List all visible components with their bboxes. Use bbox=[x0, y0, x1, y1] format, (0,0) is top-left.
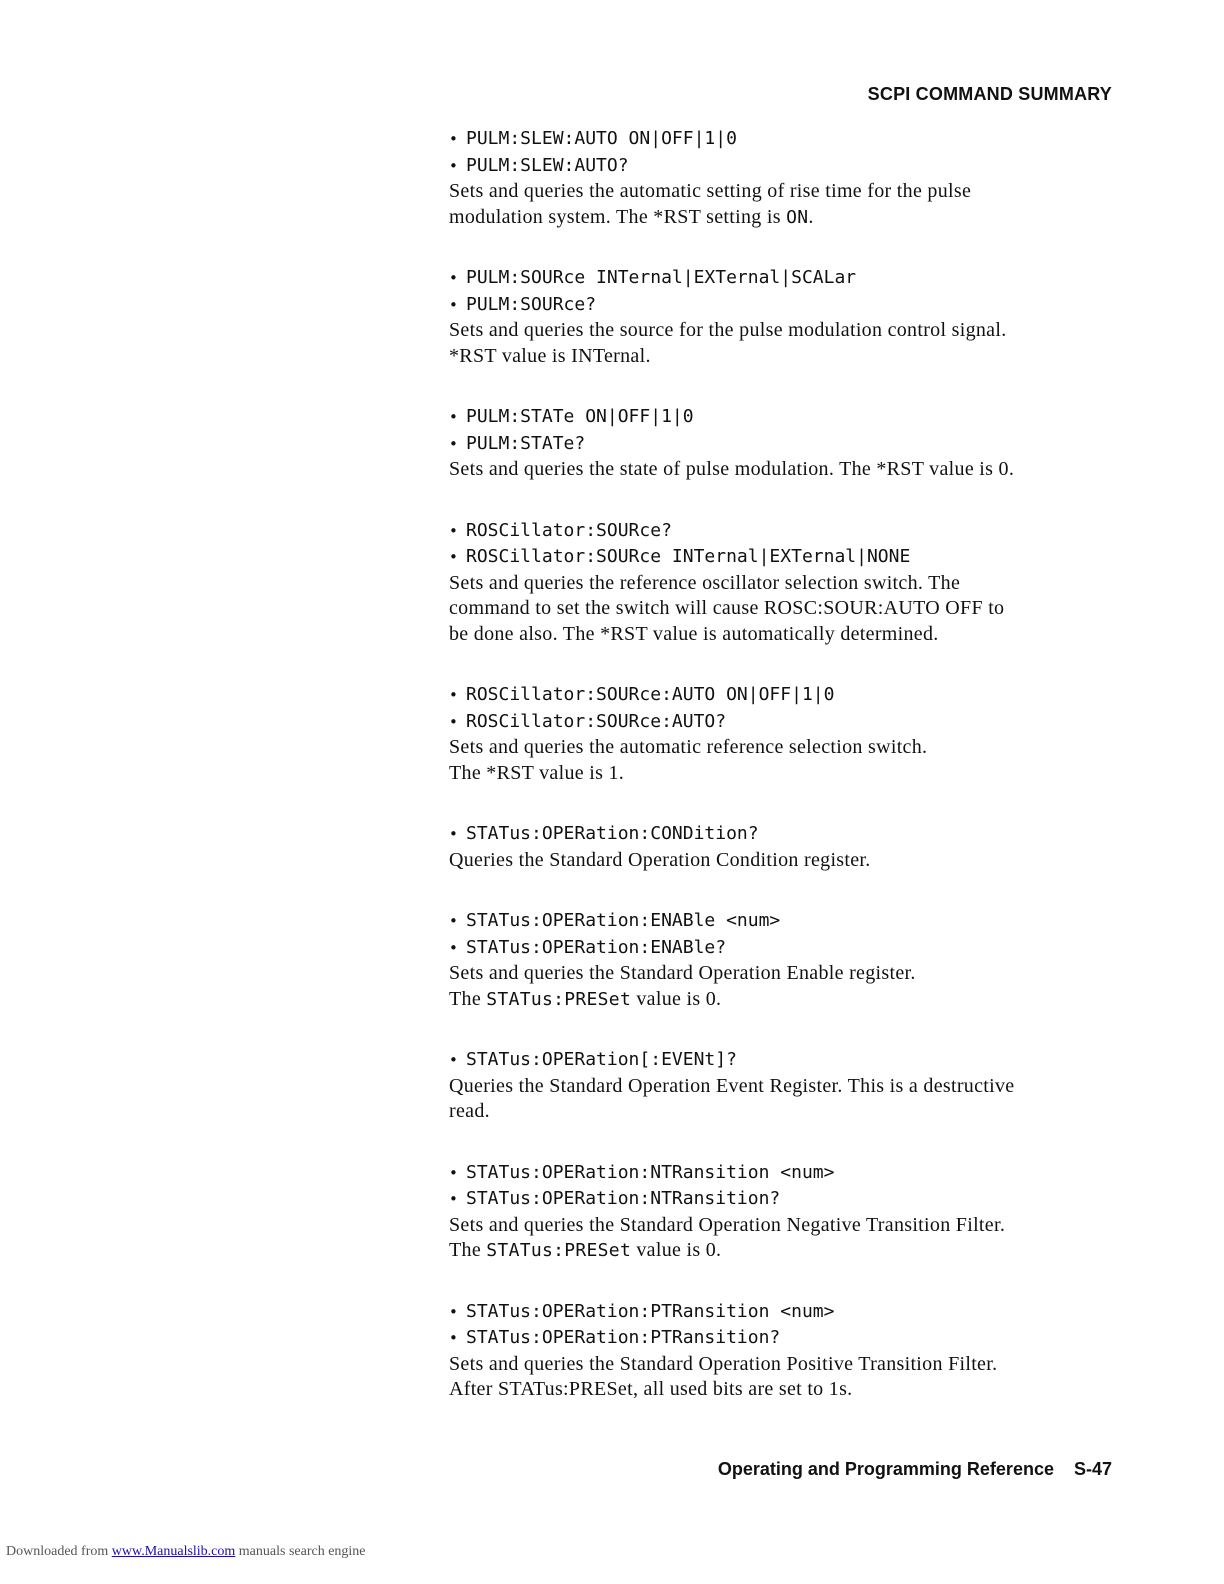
manualslib-link[interactable]: www.Manualslib.com bbox=[111, 1544, 236, 1559]
description-line: read. bbox=[449, 1100, 490, 1122]
command-description bbox=[449, 1074, 1119, 1125]
description-line: Sets and queries the Standard Operation Positive Transition Filter. bbox=[449, 1352, 998, 1375]
bullet-icon: • bbox=[449, 130, 458, 148]
bullet-icon: • bbox=[449, 521, 458, 540]
description-line: Sets and queries the automatic setting of rise time for the pulse bbox=[449, 180, 972, 202]
description-text: modulation system. The *RST setting is bbox=[449, 205, 787, 228]
description-line: command to set the switch will cause ROSC:SOUR:AUTO OFF to bbox=[449, 597, 1005, 619]
command-text: STATus:OPERation:NTRansition? bbox=[466, 1188, 781, 1209]
bullet-icon: • bbox=[449, 408, 458, 426]
command-description bbox=[449, 735, 1119, 786]
description-line: Sets and queries the reference oscillator selection switch. The bbox=[449, 571, 961, 594]
command-text: STATus:OPERation:ENABle <num> bbox=[466, 910, 781, 931]
description-text: value is 0. bbox=[631, 987, 722, 1010]
command-line bbox=[449, 821, 1119, 848]
description-text: value is 0. bbox=[631, 1239, 722, 1261]
command-line bbox=[449, 1325, 1119, 1352]
command-text: ROSCillator:SOURce INTernal|EXTernal|NONE bbox=[466, 546, 911, 567]
description-line: After STATus:PRESet, all used bits are set to 1s. bbox=[449, 1378, 853, 1400]
description-text: The bbox=[449, 1239, 487, 1261]
command-entry-status-oper-enable bbox=[449, 908, 1119, 1012]
command-description bbox=[449, 179, 1119, 230]
description-line: Sets and queries the Standard Operation Enable register. bbox=[449, 962, 916, 984]
description-line: Sets and queries the source for the pulse modulation control signal. bbox=[449, 319, 1007, 341]
description-line: The *RST value is 1. bbox=[449, 761, 625, 784]
command-text: STATus:OPERation:CONDition? bbox=[466, 823, 759, 844]
command-line bbox=[449, 404, 1119, 431]
bullet-icon: • bbox=[449, 548, 458, 566]
command-line bbox=[449, 1160, 1119, 1187]
command-line bbox=[449, 153, 1119, 180]
command-text: ROSCillator:SOURce:AUTO? bbox=[466, 710, 727, 732]
bullet-icon: • bbox=[449, 434, 458, 453]
bullet-icon: • bbox=[449, 1302, 458, 1321]
description-line: Queries the Standard Operation Condition register. bbox=[449, 848, 871, 871]
command-entry-pulm-slew-auto bbox=[449, 126, 1119, 230]
command-description bbox=[449, 1213, 1119, 1264]
inline-code: ON bbox=[786, 206, 809, 228]
command-text: PULM:SLEW:AUTO? bbox=[466, 154, 629, 176]
command-description bbox=[449, 1352, 1119, 1403]
description-line: *RST value is INTernal. bbox=[449, 344, 651, 367]
command-text: PULM:SOURce? bbox=[466, 293, 597, 315]
description-line: Sets and queries the state of pulse modulation. The *RST value is 0. bbox=[449, 458, 1015, 480]
command-line bbox=[449, 431, 1119, 458]
command-text: STATus:OPERation:NTRansition <num> bbox=[466, 1161, 835, 1183]
download-suffix: manuals search engine bbox=[235, 1544, 366, 1559]
bullet-icon: • bbox=[449, 1051, 458, 1069]
command-entry-pulm-state bbox=[449, 404, 1119, 483]
description-line bbox=[449, 987, 1119, 1013]
command-entry-rosc-source-auto bbox=[449, 682, 1119, 786]
page-header-title: SCPI COMMAND SUMMARY bbox=[867, 84, 1112, 104]
bullet-icon: • bbox=[449, 1190, 458, 1208]
command-text: PULM:STATe? bbox=[466, 432, 586, 454]
description-line: Sets and queries the automatic reference selection switch. bbox=[449, 736, 928, 758]
command-text: PULM:SOURce INTernal|EXTernal|SCALar bbox=[466, 267, 857, 288]
command-line bbox=[449, 935, 1119, 962]
bullet-icon: • bbox=[449, 912, 458, 930]
command-line bbox=[449, 1047, 1119, 1074]
description-line: Queries the Standard Operation Event Register. This is a destructive bbox=[449, 1074, 1015, 1097]
command-line bbox=[449, 1299, 1119, 1326]
command-line bbox=[449, 265, 1119, 292]
command-text: STATus:OPERation:PTRansition <num> bbox=[466, 1300, 835, 1322]
description-text: . bbox=[808, 205, 814, 228]
command-entry-status-oper-ptransition bbox=[449, 1299, 1119, 1403]
bullet-icon: • bbox=[449, 686, 458, 704]
inline-code: STATus:PRESet bbox=[486, 988, 632, 1010]
command-text: STATus:OPERation:PTRansition? bbox=[466, 1327, 781, 1348]
command-line bbox=[449, 126, 1119, 153]
description-line: Sets and queries the Standard Operation Negative Transition Filter. bbox=[449, 1213, 1006, 1236]
download-notice bbox=[6, 1544, 366, 1560]
command-description bbox=[449, 571, 1119, 648]
inline-code: STATus:PRESet bbox=[486, 1240, 632, 1261]
bullet-icon: • bbox=[449, 938, 458, 957]
description-line bbox=[449, 1238, 1119, 1264]
bullet-icon: • bbox=[449, 1329, 458, 1347]
description-line: be done also. The *RST value is automatically determined. bbox=[449, 622, 939, 645]
command-line bbox=[449, 1186, 1119, 1213]
description-line bbox=[449, 205, 1119, 231]
command-description bbox=[449, 318, 1119, 369]
bullet-icon: • bbox=[449, 156, 458, 175]
page-number: S-47 bbox=[1073, 1459, 1112, 1479]
bullet-icon: • bbox=[449, 1163, 458, 1182]
command-text: ROSCillator:SOURce:AUTO ON|OFF|1|0 bbox=[466, 684, 835, 705]
command-line bbox=[449, 682, 1119, 709]
command-description bbox=[449, 848, 1119, 874]
command-description bbox=[449, 457, 1119, 483]
command-text: STATus:OPERation:ENABle? bbox=[466, 936, 727, 958]
command-text: PULM:STATe ON|OFF|1|0 bbox=[466, 406, 694, 427]
command-line bbox=[449, 518, 1119, 545]
command-entry-pulm-source bbox=[449, 265, 1119, 369]
command-entry-rosc-source bbox=[449, 518, 1119, 648]
command-description bbox=[449, 961, 1119, 1012]
command-text: STATus:OPERation[:EVENt]? bbox=[466, 1049, 737, 1070]
page-footer bbox=[718, 1459, 1112, 1480]
bullet-icon: • bbox=[449, 712, 458, 731]
command-text: PULM:SLEW:AUTO ON|OFF|1|0 bbox=[466, 128, 737, 149]
description-text: The bbox=[449, 987, 487, 1010]
bullet-icon: • bbox=[449, 295, 458, 314]
command-entry-status-oper-ntransition bbox=[449, 1160, 1119, 1264]
command-line bbox=[449, 544, 1119, 571]
command-text: ROSCillator:SOURce? bbox=[466, 519, 672, 541]
footer-section-title: Operating and Programming Reference bbox=[717, 1459, 1054, 1479]
command-line bbox=[449, 292, 1119, 319]
command-line bbox=[449, 908, 1119, 935]
command-entry-status-oper-event bbox=[449, 1047, 1119, 1125]
download-prefix: Downloaded from bbox=[6, 1544, 112, 1559]
bullet-icon: • bbox=[449, 269, 458, 287]
command-list bbox=[449, 126, 1119, 1438]
bullet-icon: • bbox=[449, 825, 458, 843]
command-line bbox=[449, 709, 1119, 736]
command-entry-status-oper-condition bbox=[449, 821, 1119, 873]
